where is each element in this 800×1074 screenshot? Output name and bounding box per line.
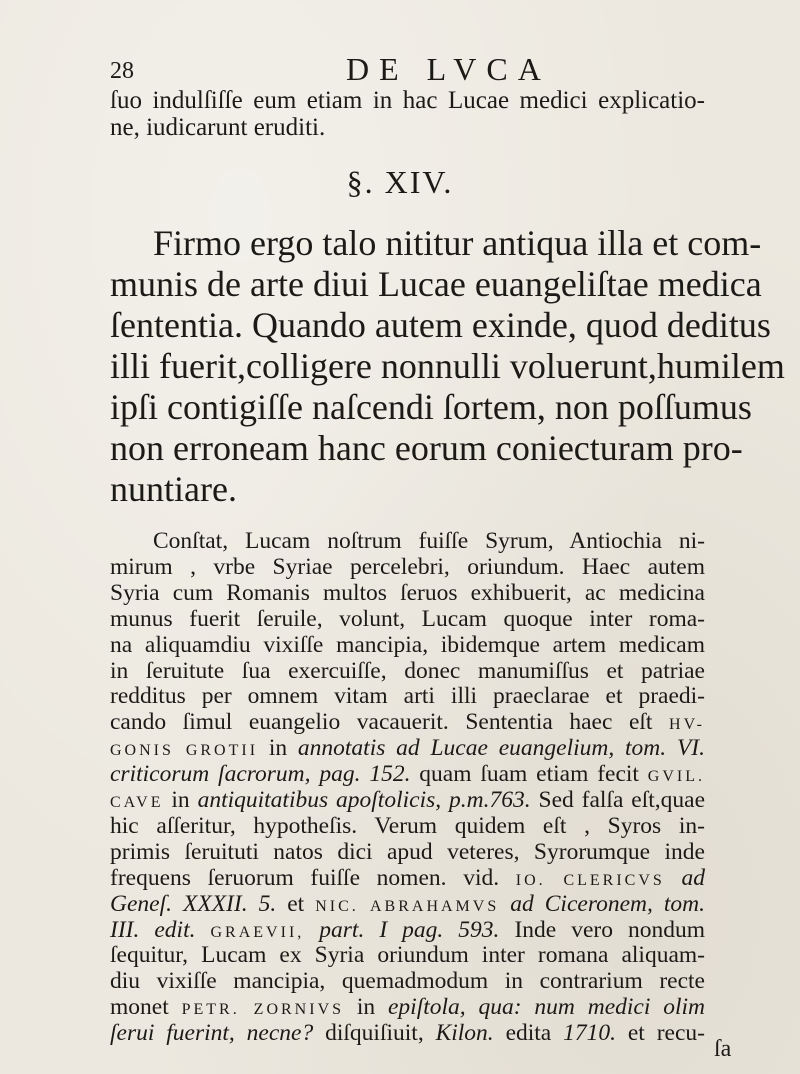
note-line xyxy=(110,970,705,994)
author-name: NIC. ABRAHAMVS xyxy=(315,897,500,915)
note-text: redditus per omnem vitam arti illi praeclarae et praedi- xyxy=(110,683,705,710)
note-text: mirum , vrbe Syriae percelebri, oriundum. Haec autem xyxy=(110,553,705,580)
author-name: GRAEVII, xyxy=(210,923,305,941)
note-line xyxy=(110,812,705,839)
note-text: in xyxy=(344,994,388,1021)
note-text: ſequitur, Lucam ex Syria oriundum inter romana aliquam- xyxy=(110,942,705,969)
author-name: GVIL. xyxy=(647,768,706,786)
note-text: monet xyxy=(110,994,182,1021)
note-line xyxy=(110,944,705,968)
note-text: in xyxy=(258,735,298,762)
note-text: et xyxy=(276,890,316,917)
note-text: primis ſeruituti natos dici apud veteres, Syrorumque inde xyxy=(110,838,705,865)
intro-line: ſuo indulſiſſe eum etiam in hac Lucae medici explicatio- xyxy=(110,87,705,114)
citation-title: part. I pag. 593. xyxy=(319,916,500,943)
citation-title: antiquitatibus apoſtolicis, p.m.763. xyxy=(197,787,531,813)
note-text: et recu- xyxy=(616,1020,705,1047)
author-name: IO. CLERICVS xyxy=(515,871,665,889)
paragraph-line: nuntiare. xyxy=(110,469,237,509)
note-line xyxy=(110,737,705,761)
note-line xyxy=(110,605,705,632)
page-number: 28 xyxy=(110,58,134,84)
note-text: Sed falſa eſt,quae xyxy=(530,787,705,813)
note-line xyxy=(110,553,705,580)
citation-title: criticorum ſacrorum, pag. 152. xyxy=(110,761,411,788)
note-text: munus fuerit ſeruile, volunt, Lucam quoque inter roma- xyxy=(110,605,705,632)
note-text: Syria cum Romanis multos ſeruos exhibuerit, ac medicina xyxy=(110,579,705,606)
note-text: in ſeruitute ſua exercuiſſe, donec manumiſſus et patriae xyxy=(110,657,705,684)
note-text: diu vixiſſe mancipia, quemadmodum in contrarium recte xyxy=(110,968,705,995)
citation-title: Kilon. xyxy=(435,1020,494,1047)
note-line xyxy=(110,838,705,865)
citation-title: III. edit. xyxy=(110,916,196,943)
note-line xyxy=(110,996,705,1020)
note-line xyxy=(110,631,705,658)
section-heading: §. XIV. xyxy=(346,164,454,200)
note-line xyxy=(110,864,705,891)
note-text xyxy=(304,917,319,943)
note-line xyxy=(110,763,705,787)
note-text: na aliquamdiu vixiſſe mancipia, ibidemque artem medicam xyxy=(110,631,705,658)
note-line xyxy=(110,916,706,943)
citation-title: 1710. xyxy=(563,1020,616,1047)
note-text: hic aſſeritur, hypotheſis. Verum quidem eſt , Syros in- xyxy=(110,812,705,839)
note-text: in xyxy=(163,787,198,813)
note-line xyxy=(110,1022,705,1046)
note-line xyxy=(110,685,705,709)
paragraph-line: ipſi contigiſſe naſcendi ſortem, non poſſumus xyxy=(110,387,752,427)
note-text: edita xyxy=(493,1020,564,1047)
note-line xyxy=(110,890,705,917)
intro-line: ne, iudicarunt eruditi. xyxy=(110,114,326,141)
paragraph-line: illi fuerit,colligere nonnulli voluerunt,humilem xyxy=(110,346,785,386)
author-name: PETR. ZORNIVS xyxy=(181,1001,345,1019)
note-text: Inde vero nondum xyxy=(499,916,706,943)
citation-title: annotatis ad Lucae euangelium, tom. VI. xyxy=(297,735,705,762)
running-head: DE LVCA xyxy=(346,51,551,87)
note-line xyxy=(110,789,705,813)
note-text: Conſtat, Lucam noſtrum fuiſſe Syrum, Antiochia ni- xyxy=(153,528,705,554)
note-text xyxy=(499,891,510,917)
note-text xyxy=(665,865,682,891)
author-name: CAVE xyxy=(110,794,164,811)
note-text: quam ſuam etiam fecit xyxy=(410,761,648,788)
paragraph-line: ſententia. Quando autem exinde, quod deditus xyxy=(110,305,771,345)
note-line xyxy=(110,711,705,735)
author-name: HV- xyxy=(669,716,705,734)
paragraph-line: munis de arte diui Lucae euangeliſtae medica xyxy=(110,264,762,304)
paragraph-line: non erroneam hanc eorum coniecturam pro- xyxy=(110,428,743,468)
paragraph-line: Firmo ergo talo nititur antiqua illa et com- xyxy=(153,223,762,263)
citation-title: Geneſ. XXXII. 5. xyxy=(110,890,277,917)
note-line xyxy=(153,530,705,554)
note-text xyxy=(195,917,210,943)
citation-title: ſerui fuerint, necne? xyxy=(110,1020,314,1047)
note-text: frequens ſeruorum fuiſſe nomen. vid. xyxy=(110,864,516,891)
citation-title: ad Ciceronem, tom. xyxy=(510,890,705,917)
author-name: GONIS GROTII xyxy=(110,742,259,760)
citation-title: ad xyxy=(681,864,705,891)
catchword: ſa xyxy=(714,1036,732,1062)
note-line xyxy=(110,579,705,606)
note-line xyxy=(110,657,705,684)
note-text: cando ſimul euangelio vacauerit. Sententia haec eſt xyxy=(110,709,670,736)
note-text: diſquiſiuit, xyxy=(313,1020,436,1047)
citation-title: epiſtola, qua: num medici olim xyxy=(387,994,705,1021)
